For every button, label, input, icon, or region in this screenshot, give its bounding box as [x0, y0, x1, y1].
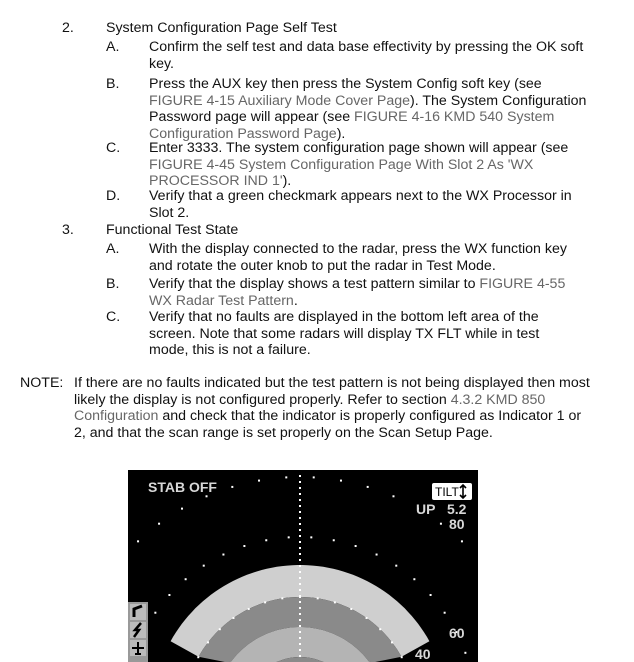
ring-dot [181, 508, 183, 510]
ring-dot [207, 641, 209, 643]
range-label-60: 60 [449, 625, 465, 641]
ring-dot [299, 649, 301, 651]
ring-dot [367, 486, 369, 488]
ring-dot [299, 529, 301, 531]
item-text: Verify that no faults are displayed in the bottom left area of the screen. Note that some radars will display TX FLT while in test mode, this is not a failure. [149, 309, 540, 358]
ring-dot [232, 617, 234, 619]
step-number: 3. [62, 222, 74, 238]
ring-dot [299, 565, 301, 567]
item-text: Enter 3333. The system configuration page shown will appear (see FIGURE 4-45 System Configuration Page With Slot 2 As 'WX PROCESSOR IND 1'). [149, 140, 569, 189]
ring-dot [299, 499, 301, 501]
tilt-label: TILT [435, 485, 459, 499]
stab-status: STAB OFF [148, 479, 217, 495]
ring-dot [350, 608, 352, 610]
item-text: With the display connected to the radar, press the WX function key and rotate the outer knob to put the radar in Test Mode. [149, 241, 567, 274]
section-link[interactable]: 4.3.2 KMD 850 Configuration [74, 391, 546, 424]
ring-dot [299, 523, 301, 525]
ring-dot [137, 540, 139, 542]
step-title: System Configuration Page Self Test [106, 20, 337, 36]
step-title: Functional Test State [106, 222, 239, 238]
ring-dot [264, 601, 266, 603]
step-number: 2. [62, 20, 74, 36]
ring-dot [444, 612, 446, 614]
ring-dot [299, 475, 301, 477]
item-letter: C. [106, 140, 121, 156]
item-letter: A. [106, 39, 120, 55]
ring-dot [299, 655, 301, 657]
item-text: Verify that the display shows a test pattern similar to FIGURE 4-55 WX Radar Test Pattern. [149, 276, 566, 309]
item-text: Verify that a green checkmark appears next to the WX Processor in Slot 2. [149, 188, 572, 221]
tilt-direction: UP [416, 501, 436, 517]
ring-dot [464, 652, 466, 654]
ring-dot [299, 583, 301, 585]
ring-dot [222, 554, 224, 556]
ring-dot [313, 476, 315, 478]
ring-dot [430, 594, 432, 596]
wx-radar-test-pattern [128, 470, 478, 662]
ring-dot [340, 480, 342, 482]
ring-dot [440, 523, 442, 525]
ring-dot [154, 612, 156, 614]
ring-dot [317, 597, 319, 599]
ring-dot [258, 480, 260, 482]
item-letter: A. [106, 241, 120, 257]
ring-dot [413, 578, 415, 580]
ring-dot [333, 539, 335, 541]
ring-dot [299, 571, 301, 573]
ring-dot [299, 553, 301, 555]
ring-dot [158, 523, 160, 525]
fault-icon-panel [128, 602, 148, 662]
figure-link[interactable]: FIGURE 4-45 System Configuration Page With Slot 2 As 'WX PROCESSOR IND 1' [149, 156, 534, 189]
ring-dot [461, 540, 463, 542]
ring-dot [299, 511, 301, 513]
ring-dot [243, 545, 245, 547]
ring-dot [248, 608, 250, 610]
ring-dot [299, 535, 301, 537]
ring-dot [376, 554, 378, 556]
ring-dot [395, 565, 397, 567]
item-text: Confirm the self test and data base effectivity by pressing the OK soft key. [149, 39, 584, 72]
ring-dot [299, 631, 301, 633]
ring-dot [299, 601, 301, 603]
ring-dot [299, 595, 301, 597]
ring-dot [299, 607, 301, 609]
ring-dot [219, 628, 221, 630]
ring-dot [379, 628, 381, 630]
ring-dot [299, 493, 301, 495]
ring-dot [401, 656, 403, 658]
ring-dot [231, 486, 233, 488]
ring-dot [299, 577, 301, 579]
range-label-80: 80 [449, 516, 465, 532]
ring-dot [281, 597, 283, 599]
ring-dot [355, 545, 357, 547]
note-text: If there are no faults indicated but the test pattern is not being displayed then most likely the display is not configured properly. Refer to section 4.3.2 KMD 850 Configuration and check that the indicator is properly configured as Indicator 1 or 2, and that the scan range is set properly on the Scan Setup Page. [74, 375, 590, 441]
ring-dot [392, 495, 394, 497]
item-letter: C. [106, 309, 121, 325]
ring-dot [265, 539, 267, 541]
ring-dot [203, 565, 205, 567]
ring-dot [366, 617, 368, 619]
tilt-value: 5.2 [447, 501, 467, 517]
figure-link[interactable]: FIGURE 4-16 KMD 540 System Configuration Password Page [149, 109, 555, 142]
ring-dot [334, 601, 336, 603]
ring-dot [299, 541, 301, 543]
item-letter: D. [106, 188, 121, 204]
ring-dot [288, 536, 290, 538]
figure-link[interactable]: FIGURE 4-15 Auxiliary Mode Cover Page [149, 92, 410, 109]
ring-dot [285, 476, 287, 478]
ring-dot [299, 559, 301, 561]
ring-dot [299, 505, 301, 507]
ring-dot [391, 641, 393, 643]
note-label: NOTE: [20, 375, 64, 391]
ring-dot [197, 656, 199, 658]
ring-dot [299, 643, 301, 645]
ring-dot [299, 625, 301, 627]
ring-dot [299, 547, 301, 549]
item-letter: B. [106, 276, 120, 292]
range-label-40: 40 [415, 646, 431, 662]
ring-dot [299, 637, 301, 639]
ring-dot [299, 487, 301, 489]
ring-dot [299, 517, 301, 519]
ring-dot [310, 536, 312, 538]
ring-dot [299, 481, 301, 483]
ring-dot [185, 578, 187, 580]
ring-dot [206, 495, 208, 497]
ring-dot [168, 594, 170, 596]
ring-dot [299, 619, 301, 621]
item-letter: B. [106, 76, 120, 92]
figure-link[interactable]: FIGURE 4-55 WX Radar Test Pattern [149, 276, 566, 309]
ring-dot [299, 613, 301, 615]
item-text: Press the AUX key then press the System Config soft key (see FIGURE 4-15 Auxiliary Mode Cover Page). The System Configuration Password page will appear (see FIGURE 4-16 KMD 540 System Configuration Password Page). [149, 76, 587, 142]
ring-dot [299, 589, 301, 591]
